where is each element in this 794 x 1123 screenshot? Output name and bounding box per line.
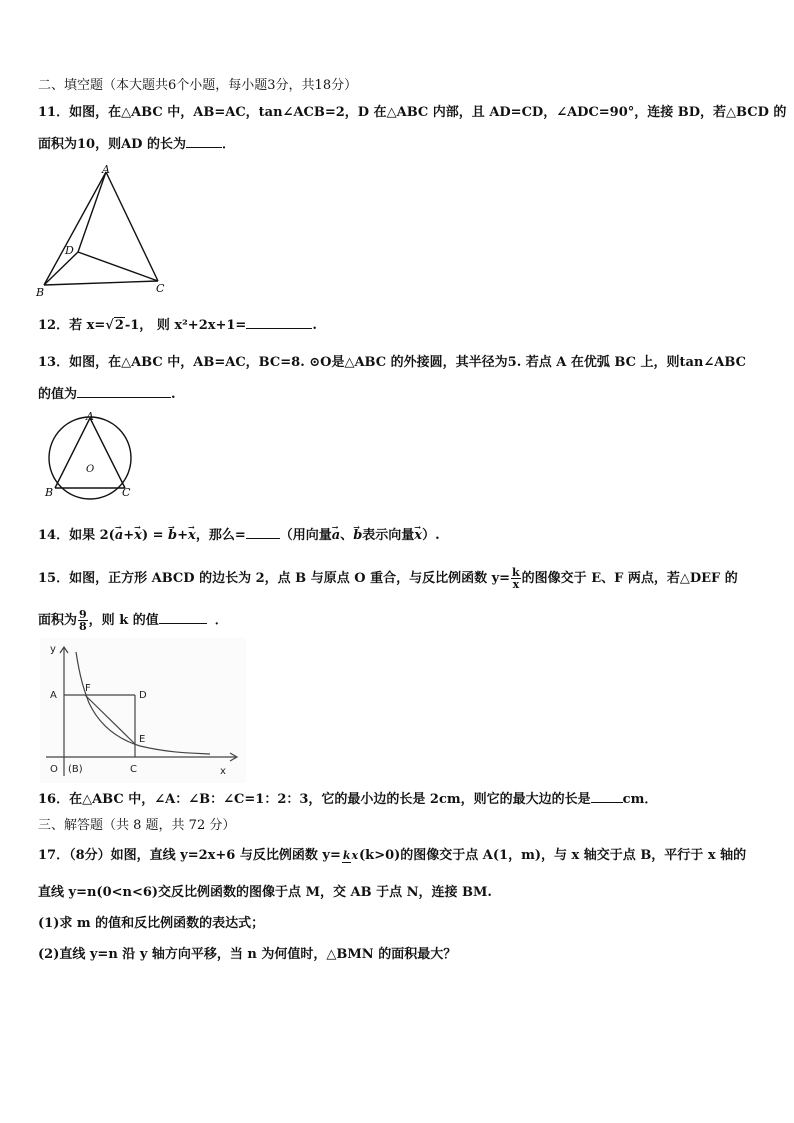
q14-text-pre: 14．如果 2( [38,528,115,543]
q15-line1 [38,567,738,590]
q15-line1-rest: 的图像交于 E、F 两点，若△DEF 的 [521,571,738,586]
q17-fraction-numerator: k [342,849,351,862]
q17-fraction-k-over-x [342,850,358,861]
q11-label-a: A [102,163,110,176]
q15-graph-figure [40,638,246,783]
q17-fraction-denominator: x [351,849,359,862]
q11-triangle-figure [30,162,170,298]
q11-line1: 11．如图，在△ABC 中，AB=AC，tan∠ACB=2，D 在△ABC 内部，且 AD=CD，∠ADC=90°，连接 BD，若△BCD 的 [38,105,787,120]
fraction-9-over-8 [78,609,88,632]
vector-x-2: → x [188,527,196,545]
q11-line2-end: ． [221,137,235,152]
fraction-numerator-9: 9 [79,608,87,621]
q13-line1: 13．如图，在△ABC 中，AB=AC，BC=8. ⊙O是△ABC 的外接圆，其半径为5. 若点 A 在优弧 BC 上，则tan∠ABC [38,355,746,370]
section-3-heading: 三、解答题（共 8 题，共 72 分） [38,818,236,833]
q16-text: 16．在△ABC 中，∠A：∠B：∠C=1：2：3，它的最小边的长是 2cm，则它的最大边的长是 [38,792,591,807]
q15-answer-blank[interactable] [159,611,207,624]
fraction-denominator: x [512,578,520,591]
q13-line2-text: 的值为 [38,387,78,402]
q13-answer-blank[interactable] [77,385,171,398]
q15-label-b: (B) [68,764,83,775]
q11-answer-blank[interactable] [186,135,222,148]
q15-label-a: A [50,690,57,701]
vector-b: → b [168,527,177,545]
q15-label-e: E [139,734,146,745]
q14-plus2: + [177,528,189,543]
fraction-denominator-8: 8 [79,620,87,633]
q11-line2-text: 面积为10，则AD 的长为 [38,137,186,152]
q12-line [38,316,317,335]
q11-label-b: B [36,286,45,298]
vector-x: → x [134,527,142,545]
q15-label-y: y [50,644,56,655]
q12-text-mid: -1， 则 x²+2x+1= [124,318,247,333]
q15-line1-text: 15．如图，正方形 ABCD 的边长为 2，点 B 与原点 O 重合，与反比例函数 y= [38,571,511,586]
q17-part1: (1)求 m 的值和反比例函数的表达式； [38,916,265,931]
vector-b-2: → b [353,527,362,545]
q15-end: ． [214,613,228,628]
q11-label-c: C [156,282,165,295]
q15-line2-text: 面积为 [38,613,78,628]
q16-unit: cm． [622,792,658,807]
q14-plus: + [123,528,135,543]
q15-line2 [38,609,228,632]
q14-paren: （用向量 [279,528,332,543]
q17-part2: (2)直线 y=n 沿 y 轴方向平移，当 n 为何值时，△BMN 的面积最大？ [38,947,457,962]
q14-rep: 表示向量 [362,528,415,543]
q15-label-d: D [139,690,147,701]
q14-after: ，那么= [195,528,246,543]
q13-label-a: A [86,410,94,423]
q17-line1-rest: (k>0)的图像交于点 A(1，m)，与 x 轴交于点 B，平行于 x 轴的 [359,848,747,863]
q11-label-d: D [65,244,74,257]
sqrt-symbol: √ [105,318,114,333]
q13-label-b: B [45,486,54,499]
q17-line2: 直线 y=n(0<n<6)交反比例函数的图像于点 M，交 AB 于点 N，连接 BM. [38,885,492,900]
q15-label-o: O [50,764,58,775]
vector-x-3: → x [414,527,422,545]
q13-line2-end: . [171,387,176,402]
q12-text-post: . [312,318,317,333]
q15-label-x: x [220,766,226,777]
q14-answer-blank[interactable] [246,526,280,539]
vector-a: → a [115,527,123,545]
vector-a-2: → a [332,527,340,545]
q13-line2 [38,385,176,404]
q17-line1 [38,847,746,865]
q14-end: ）. [422,528,440,543]
q16-answer-blank[interactable] [591,790,623,803]
q15-label-c: C [130,764,137,775]
q12-text-pre: 12．若 x= [38,318,106,333]
q16-line [38,790,657,809]
fraction-k-over-x [511,567,521,590]
q13-label-c: C [122,486,131,499]
q15-line2-rest: ，则 k 的值 [88,613,159,628]
q14-comma: 、 [340,528,354,543]
fraction-numerator: k [512,566,520,579]
q13-label-o: O [86,464,95,475]
q17-line1-text: 17．（8分）如图，直线 y=2x+6 与反比例函数 y= [38,848,341,863]
q12-answer-blank[interactable] [246,316,312,329]
q14-mid: ) = [141,528,169,543]
section-2-heading: 二、填空题（本大题共6个小题，每小题3分，共18分） [38,78,358,93]
q15-label-f: F [85,683,91,694]
q11-line2 [38,135,235,154]
q14-line [38,526,440,545]
q12-radicand: 2 [114,318,124,333]
q13-circle-figure [40,410,140,502]
